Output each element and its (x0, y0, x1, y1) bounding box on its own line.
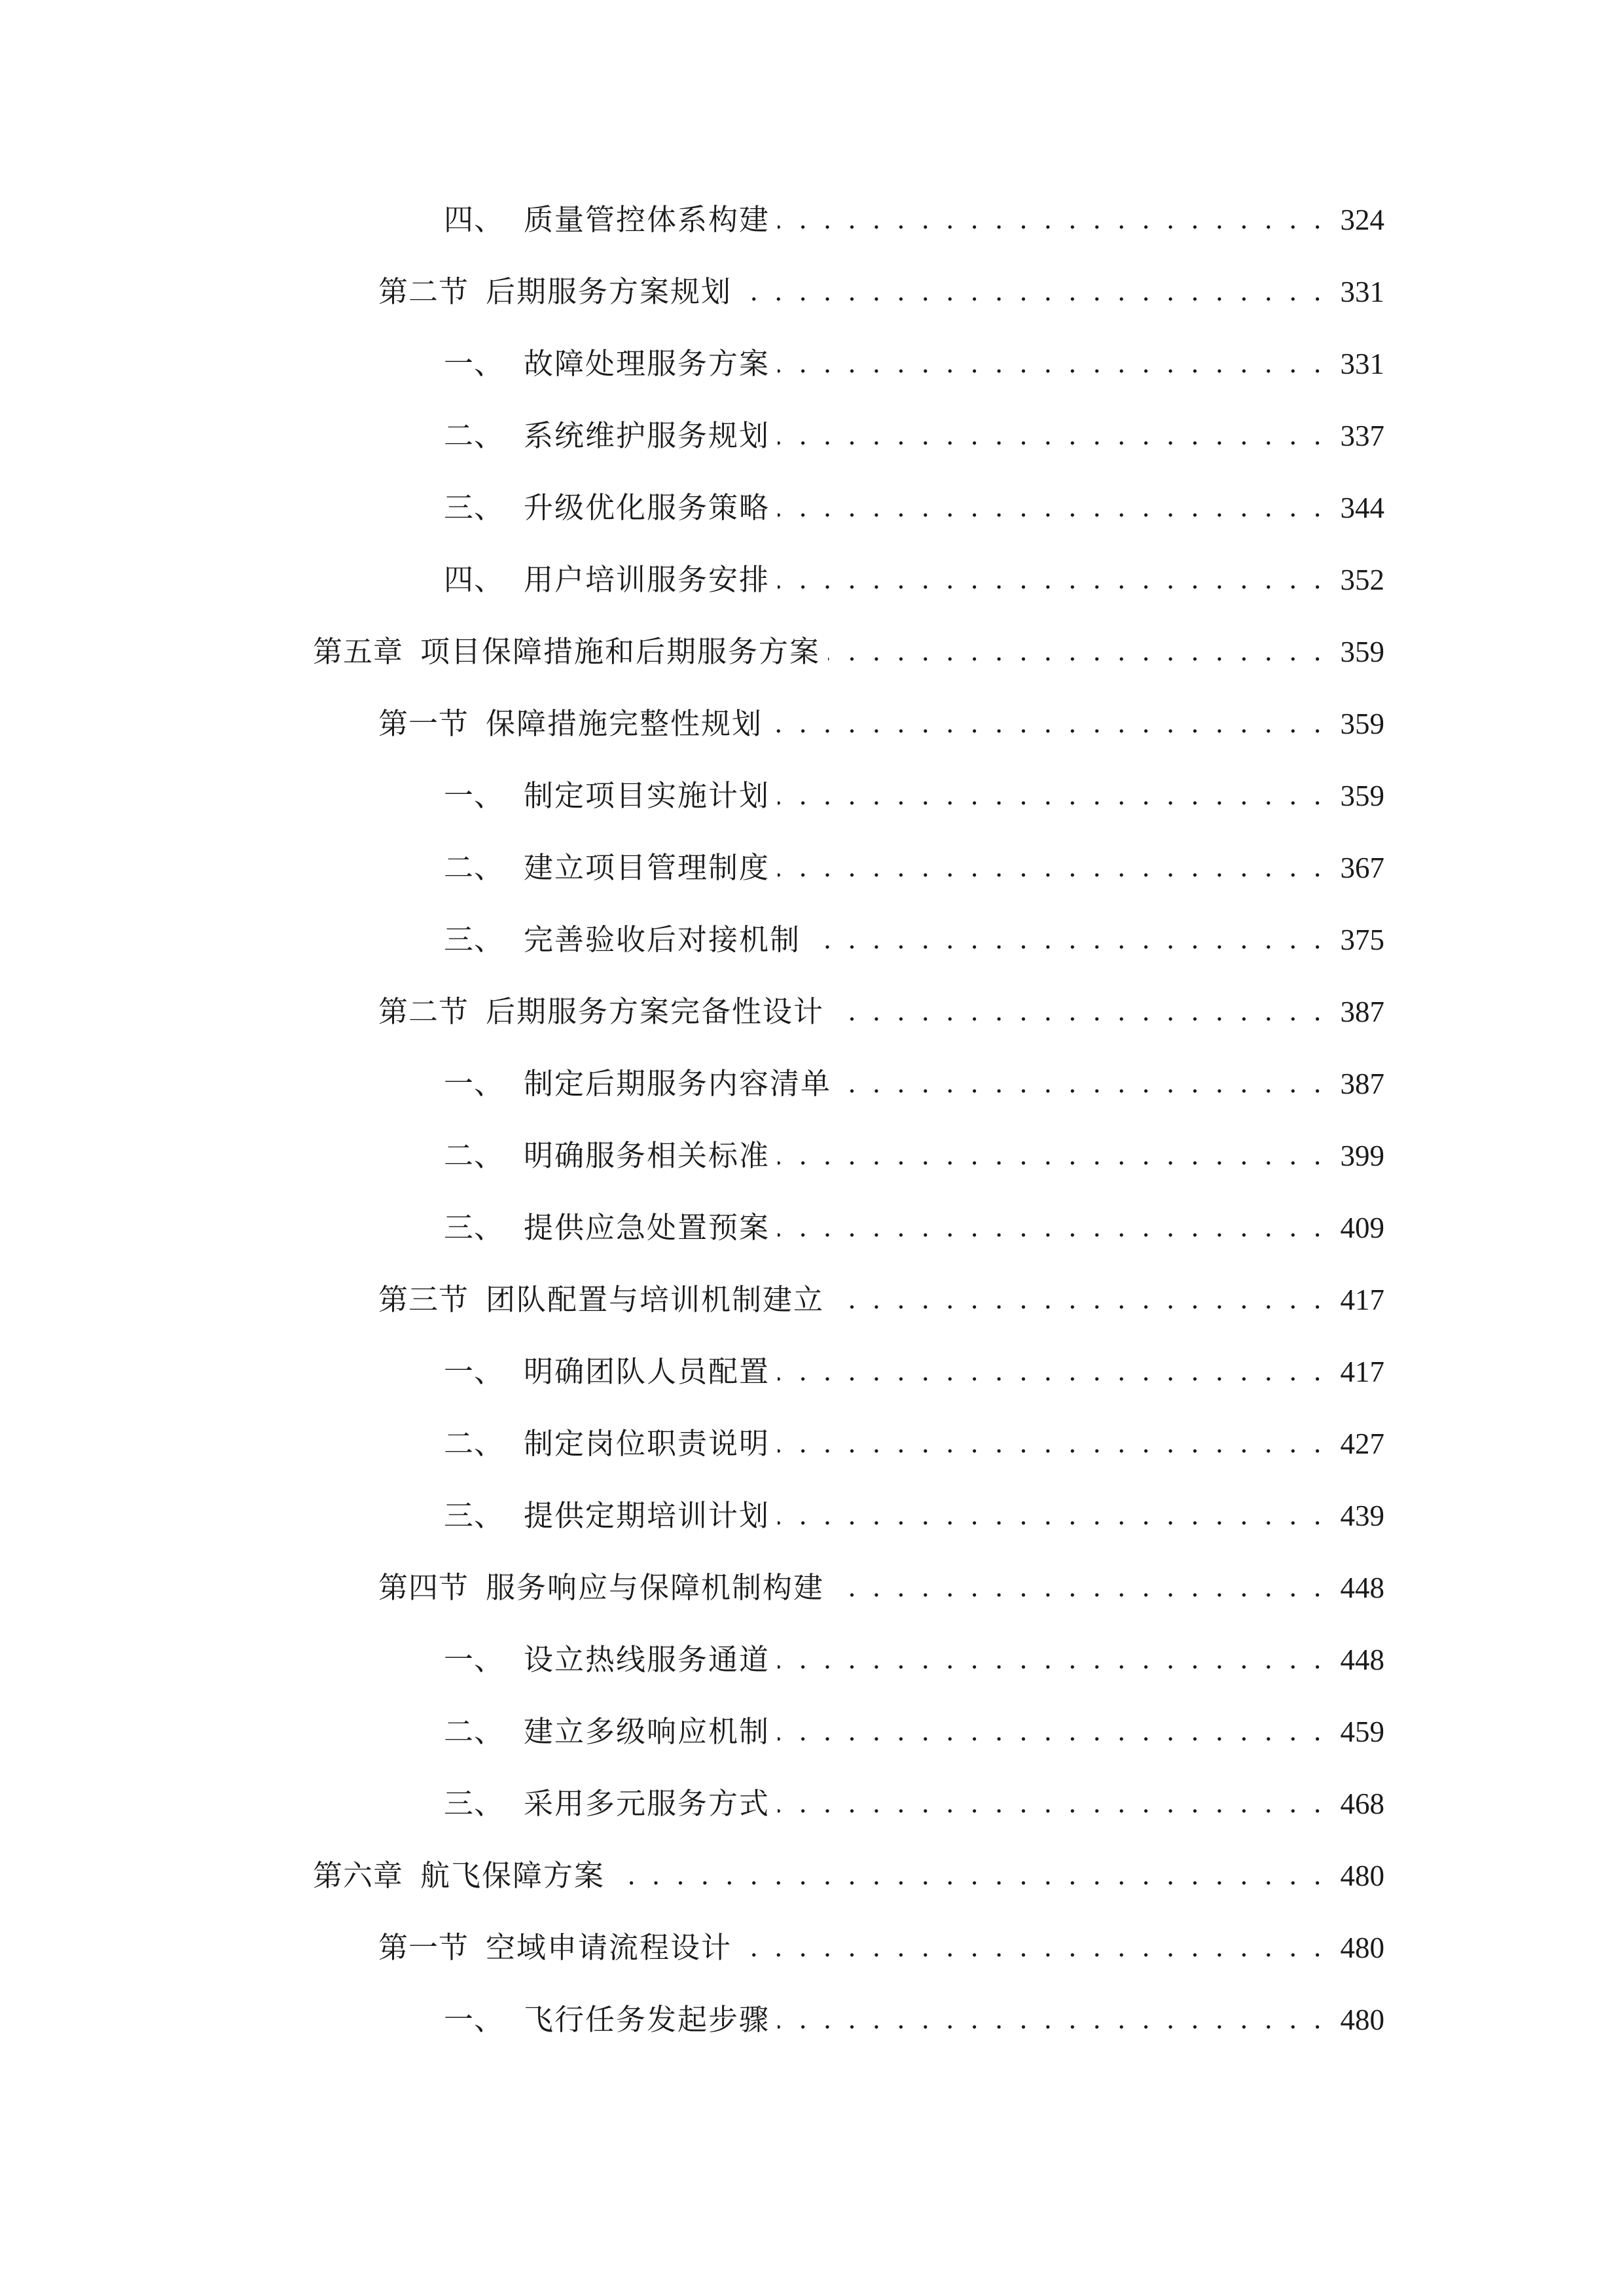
toc-entry-number: 一、 (444, 346, 505, 381)
dot-leader (839, 1058, 1326, 1110)
dot-leader (740, 1922, 1326, 1974)
dot-leader (778, 1490, 1326, 1542)
toc-entry-page: 399 (1340, 1139, 1384, 1172)
toc-entry-page: 417 (1340, 1355, 1384, 1388)
dot-leader (613, 1850, 1326, 1902)
toc-entry[interactable] (444, 1706, 1384, 1758)
toc-entry-number: 第四节 (378, 1570, 469, 1605)
toc-entry-title: 质量管控体系构建 (524, 202, 770, 237)
toc-entry-page: 439 (1340, 1499, 1384, 1532)
dot-leader (832, 1274, 1326, 1326)
toc-entry-title: 故障处理服务方案 (524, 346, 770, 381)
toc-entry-page: 359 (1340, 636, 1384, 668)
toc-entry-title: 制定岗位职责说明 (524, 1426, 770, 1461)
toc-entry-title: 升级优化服务策略 (524, 490, 770, 525)
toc-entry-title: 明确团队人员配置 (524, 1354, 770, 1389)
toc-entry[interactable] (313, 1850, 1384, 1902)
toc-entry[interactable] (378, 986, 1384, 1038)
toc-entry-number: 三、 (444, 1498, 505, 1533)
dot-leader (778, 1130, 1326, 1182)
dot-leader (778, 1202, 1326, 1254)
toc-entry[interactable] (444, 914, 1384, 966)
toc-entry-title: 设立热线服务通道 (524, 1642, 770, 1677)
toc-entry[interactable] (444, 194, 1384, 246)
toc-entry-number: 二、 (444, 850, 505, 885)
toc-entry-number: 第六章 (313, 1858, 404, 1893)
toc-entry-title: 飞行任务发起步骤 (524, 2002, 770, 2037)
dot-leader (832, 986, 1326, 1038)
toc-entry[interactable] (444, 1490, 1384, 1542)
dot-leader (808, 914, 1326, 966)
dot-leader (778, 482, 1326, 534)
dot-leader (778, 1634, 1326, 1686)
toc-entry-page: 359 (1340, 780, 1384, 812)
toc-entry-number: 三、 (444, 922, 505, 957)
toc-entry[interactable] (444, 1346, 1384, 1398)
toc-entry-page: 480 (1340, 2003, 1384, 2036)
toc-entry-number: 三、 (444, 1786, 505, 1821)
toc-entry-title: 航飞保障方案 (420, 1858, 605, 1893)
toc-entry-page: 331 (1340, 348, 1384, 380)
toc-entry-page: 409 (1340, 1211, 1384, 1244)
dot-leader (832, 1562, 1326, 1614)
toc-entry[interactable] (444, 1058, 1384, 1110)
toc-entry-number: 第一节 (378, 706, 469, 741)
toc-entry-number: 四、 (444, 202, 505, 237)
toc-entry[interactable] (444, 338, 1384, 390)
toc-entry-number: 二、 (444, 1426, 505, 1461)
toc-entry[interactable] (444, 1130, 1384, 1182)
dot-leader (778, 1418, 1326, 1470)
dot-leader (778, 410, 1326, 462)
toc-entry[interactable] (444, 1634, 1384, 1686)
dot-leader (778, 554, 1326, 606)
toc-entry-number: 三、 (444, 490, 505, 525)
dot-leader (778, 842, 1326, 894)
toc-entry-page: 387 (1340, 1067, 1384, 1100)
toc-entry-title: 完善验收后对接机制 (524, 922, 801, 957)
toc-entry-page: 344 (1340, 492, 1384, 524)
dot-leader (828, 626, 1326, 678)
toc-entry-title: 建立项目管理制度 (524, 850, 770, 885)
toc-entry-page: 367 (1340, 852, 1384, 884)
toc-entry-title: 系统维护服务规划 (524, 418, 770, 453)
toc-entry-title: 制定项目实施计划 (524, 778, 770, 813)
toc-entry[interactable] (378, 1274, 1384, 1326)
toc-entry-number: 一、 (444, 778, 505, 813)
toc-entry-title: 团队配置与培训机制建立 (486, 1282, 825, 1317)
toc-entry[interactable] (444, 410, 1384, 462)
toc-entry-number: 一、 (444, 1066, 505, 1101)
toc-entry-title: 提供应急处置预案 (524, 1210, 770, 1245)
toc-entry[interactable] (444, 1202, 1384, 1254)
toc-entry-page: 359 (1340, 708, 1384, 740)
toc-entry-page: 331 (1340, 276, 1384, 308)
dot-leader (770, 698, 1326, 750)
toc-entry[interactable] (378, 1922, 1384, 1974)
toc-entry-number: 第二节 (378, 994, 469, 1029)
toc-entry-number: 四、 (444, 562, 505, 597)
toc-entry-number: 第一节 (378, 1930, 469, 1965)
toc-entry[interactable] (444, 1994, 1384, 2046)
toc-entry-title: 用户培训服务安排 (524, 562, 770, 597)
toc-entry-page: 427 (1340, 1427, 1384, 1460)
toc-entry-title: 采用多元服务方式 (524, 1786, 770, 1821)
toc-entry[interactable] (378, 698, 1384, 750)
toc-entry-number: 三、 (444, 1210, 505, 1245)
toc-entry[interactable] (444, 554, 1384, 606)
toc-entry-number: 二、 (444, 418, 505, 453)
toc-entry-number: 二、 (444, 1138, 505, 1173)
toc-entry-number: 第二节 (378, 274, 469, 309)
toc-entry-number: 一、 (444, 2002, 505, 2037)
toc-entry-title: 后期服务方案完备性设计 (486, 994, 825, 1029)
toc-entry-title: 后期服务方案规划 (486, 274, 732, 309)
toc-entry[interactable] (378, 266, 1384, 318)
toc-entry-title: 明确服务相关标准 (524, 1138, 770, 1173)
toc-entry-page: 387 (1340, 996, 1384, 1028)
toc-entry-page: 448 (1340, 1643, 1384, 1676)
toc-entry-page: 375 (1340, 924, 1384, 956)
toc-entry-page: 448 (1340, 1571, 1384, 1604)
toc-entry-title: 空域申请流程设计 (486, 1930, 732, 1965)
toc-entry-page: 468 (1340, 1787, 1384, 1820)
toc-entry-page: 459 (1340, 1715, 1384, 1748)
toc-entry-number: 第五章 (313, 634, 404, 669)
dot-leader (778, 770, 1326, 822)
toc-entry-title: 制定后期服务内容清单 (524, 1066, 832, 1101)
toc-entry[interactable] (313, 626, 1384, 678)
toc-entry[interactable] (444, 1418, 1384, 1470)
toc-entry[interactable] (444, 1778, 1384, 1830)
toc-entry-number: 一、 (444, 1354, 505, 1389)
toc-entry-title: 建立多级响应机制 (524, 1714, 770, 1749)
toc-entry[interactable] (444, 770, 1384, 822)
toc-entry-title: 服务响应与保障机制构建 (486, 1570, 825, 1605)
dot-leader (778, 338, 1326, 390)
dot-leader (778, 1994, 1326, 2046)
toc-entry-page: 337 (1340, 420, 1384, 452)
toc-entry-title: 项目保障措施和后期服务方案 (420, 634, 821, 669)
toc-entry-number: 二、 (444, 1714, 505, 1749)
toc-entry-page: 352 (1340, 564, 1384, 596)
toc-entry-number: 一、 (444, 1642, 505, 1677)
dot-leader (778, 1778, 1326, 1830)
toc-entry-page: 324 (1340, 204, 1384, 236)
toc-entry-page: 480 (1340, 1859, 1384, 1892)
toc-entry[interactable] (444, 842, 1384, 894)
toc-entry-number: 第三节 (378, 1282, 469, 1317)
dot-leader (778, 1706, 1326, 1758)
dot-leader (778, 194, 1326, 246)
toc-entry-page: 480 (1340, 1931, 1384, 1964)
toc-entry-page: 417 (1340, 1283, 1384, 1316)
toc-entry-title: 提供定期培训计划 (524, 1498, 770, 1533)
toc-entry-title: 保障措施完整性规划 (486, 706, 763, 741)
dot-leader (740, 266, 1326, 318)
toc-entry[interactable] (378, 1562, 1384, 1614)
toc-entry[interactable] (444, 482, 1384, 534)
dot-leader (778, 1346, 1326, 1398)
